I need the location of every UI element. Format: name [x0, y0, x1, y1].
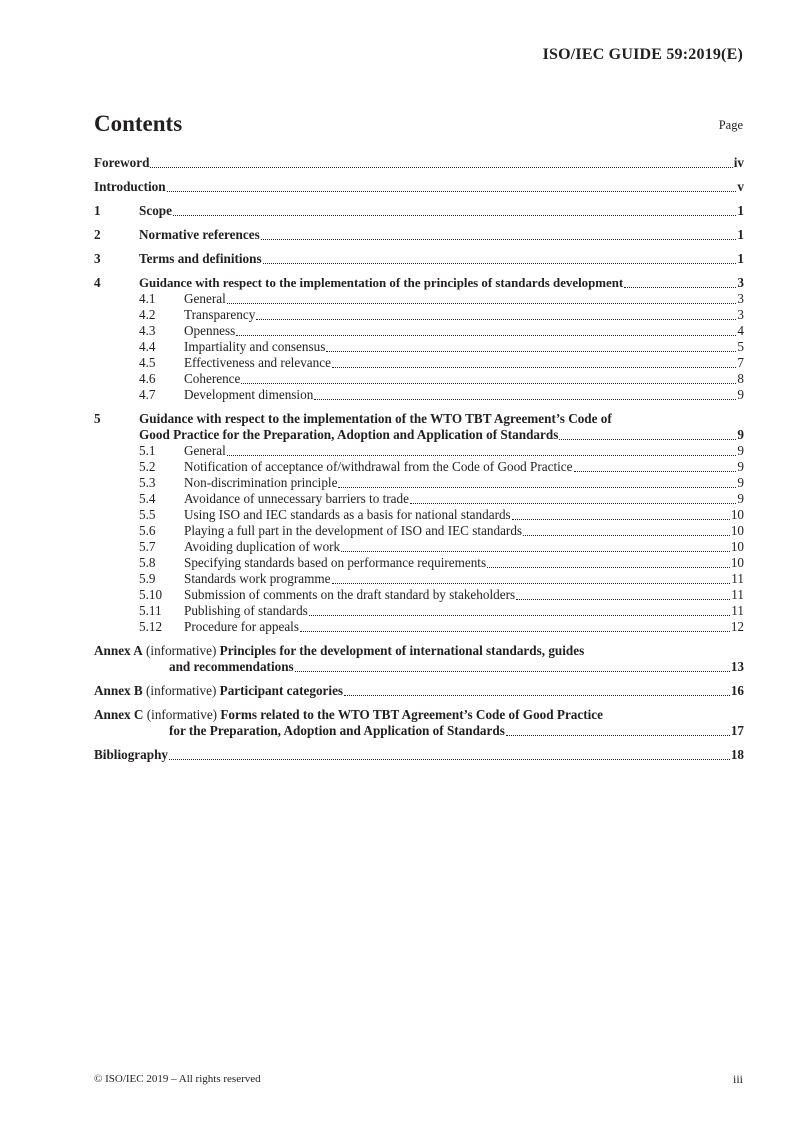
toc-entry-number: 4.7 — [139, 387, 156, 402]
toc-entry-title: Effectiveness and relevance — [184, 355, 331, 370]
toc-entry-title: Development dimension — [184, 387, 314, 402]
dot-leader — [261, 238, 737, 240]
dot-leader — [169, 758, 730, 760]
toc-entry-number: 1 — [94, 203, 101, 218]
dot-leader — [295, 670, 730, 672]
toc-subentry-5-3[interactable] — [94, 475, 744, 491]
dot-leader — [512, 518, 730, 520]
toc-entry-page: 9 — [737, 459, 744, 474]
toc-entry-title: General — [184, 443, 226, 458]
toc-subentry-5-9[interactable] — [94, 571, 744, 587]
toc-subentry-4-6[interactable] — [94, 371, 744, 387]
toc-entry-number: 5.11 — [139, 603, 162, 618]
toc-entry-introduction[interactable] — [94, 179, 744, 195]
toc-entry-title-line-1: Principles for the development of international standards, guides — [219, 643, 585, 658]
toc-entry-page: 1 — [737, 251, 744, 266]
toc-entry-title: Submission of comments on the draft standard by stakeholders — [184, 587, 516, 602]
annex-label: Annex C — [94, 707, 144, 722]
toc-entry-number: 5.10 — [139, 587, 163, 602]
toc-entry-title: Playing a full part in the development of ISO and IEC standards — [184, 523, 523, 538]
toc-entry-page: 5 — [737, 339, 744, 354]
toc-entry-clause-3[interactable] — [94, 251, 744, 267]
toc-entry-page: 9 — [737, 475, 744, 490]
toc-entry-number: 5.12 — [139, 619, 163, 634]
dot-leader — [326, 350, 736, 352]
toc-entry-title: Introduction — [94, 179, 166, 194]
toc-entry-number: 4 — [94, 275, 101, 290]
toc-entry-page: 10 — [730, 507, 744, 522]
toc-entry-title-line-2: and recommendations — [169, 659, 294, 674]
toc-entry-title: Coherence — [184, 371, 241, 386]
toc-subentry-5-6[interactable] — [94, 523, 744, 539]
toc-entry-page: 1 — [737, 203, 744, 218]
dot-leader — [173, 214, 736, 216]
toc-entry-number: 2 — [94, 227, 101, 242]
toc-entry-number: 5.7 — [139, 539, 156, 554]
toc-entry-title: Normative references — [139, 227, 260, 242]
toc-entry-page: 13 — [730, 659, 744, 674]
toc-entry-number: 4.6 — [139, 371, 156, 386]
toc-subentry-5-8[interactable] — [94, 555, 744, 571]
toc-entry-title-line-1: Guidance with respect to the implementation of the WTO TBT Agreement’s Code of — [139, 411, 612, 426]
toc-entry-number: 5.9 — [139, 571, 156, 586]
toc-entry-number: 5.2 — [139, 459, 156, 474]
dot-leader — [487, 566, 730, 568]
toc-entry-title-line-2: for the Preparation, Adoption and Application of Standards — [169, 723, 505, 738]
toc-entry-title: Impartiality and consensus — [184, 339, 326, 354]
toc-entry-clause-2[interactable] — [94, 227, 744, 243]
toc-subentry-4-3[interactable] — [94, 323, 744, 339]
dot-leader — [559, 438, 736, 440]
toc-entry-number: 4.1 — [139, 291, 156, 306]
toc-entry-page: v — [737, 179, 744, 194]
annex-type: (informative) — [146, 707, 218, 722]
table-of-contents — [94, 155, 744, 763]
annex-type: (informative) — [146, 683, 217, 698]
toc-entry-annex-c[interactable] — [94, 707, 744, 739]
dot-leader — [227, 302, 737, 304]
toc-entry-annex-a[interactable] — [94, 643, 744, 675]
toc-entry-title: Transparency — [184, 307, 256, 322]
dot-leader — [236, 334, 736, 336]
toc-subentry-5-10[interactable] — [94, 587, 744, 603]
toc-subentry-4-2[interactable] — [94, 307, 744, 323]
toc-entry-clause-1[interactable] — [94, 203, 744, 219]
page-column-label: Page — [718, 118, 743, 132]
dot-leader — [523, 534, 730, 536]
toc-entry-page: 3 — [737, 275, 744, 290]
dot-leader — [338, 486, 736, 488]
toc-entry-title: General — [184, 291, 226, 306]
toc-entry-title: Participant categories — [219, 683, 344, 698]
toc-entry-title: Non-discrimination principle — [184, 475, 338, 490]
toc-entry-page: 3 — [737, 307, 744, 322]
toc-entry-page: 9 — [737, 443, 744, 458]
toc-entry-page: 11 — [731, 587, 744, 602]
dot-leader — [516, 598, 730, 600]
toc-entry-title: Foreword — [94, 155, 150, 170]
toc-entry-bibliography[interactable] — [94, 747, 744, 763]
toc-entry-number: 5.4 — [139, 491, 156, 506]
toc-entry-number: 5.8 — [139, 555, 156, 570]
dot-leader — [309, 614, 730, 616]
toc-entry-number: 3 — [94, 251, 101, 266]
dot-leader — [300, 630, 730, 632]
toc-subentry-4-5[interactable] — [94, 355, 744, 371]
toc-subentry-4-4[interactable] — [94, 339, 744, 355]
dot-leader — [574, 470, 737, 472]
document-id: ISO/IEC GUIDE 59:2019(E) — [542, 46, 743, 63]
toc-entry-number: 5.3 — [139, 475, 156, 490]
toc-entry-title: Standards work programme — [184, 571, 331, 586]
toc-entry-number: 5.6 — [139, 523, 156, 538]
dot-leader — [227, 454, 737, 456]
toc-entry-number: 5.1 — [139, 443, 156, 458]
toc-entry-number: 4.5 — [139, 355, 156, 370]
toc-entry-number: 4.4 — [139, 339, 156, 354]
toc-subentry-4-1[interactable] — [94, 291, 744, 307]
dot-leader — [314, 398, 736, 400]
toc-entry-title: Scope — [139, 203, 172, 218]
dot-leader — [167, 190, 737, 192]
toc-entry-title: Notification of acceptance of/withdrawal from the Code of Good Practice — [184, 459, 573, 474]
toc-entry-title: Publishing of standards — [184, 603, 308, 618]
toc-subentry-5-1[interactable] — [94, 443, 744, 459]
toc-entry-title: Terms and definitions — [139, 251, 262, 266]
toc-entry-page: 10 — [730, 523, 744, 538]
dot-leader — [332, 582, 731, 584]
dot-leader — [332, 366, 736, 368]
toc-entry-title: Openness — [184, 323, 236, 338]
toc-entry-title: Avoiding duplication of work — [184, 539, 341, 554]
toc-entry-title: Guidance with respect to the implementation of the principles of standards development — [139, 276, 624, 290]
toc-entry-page: 10 — [730, 555, 744, 570]
toc-entry-title: Avoidance of unnecessary barriers to trade — [184, 491, 409, 506]
toc-entry-page: 1 — [737, 227, 744, 242]
toc-entry-number: 5 — [94, 411, 101, 426]
toc-entry-page: iv — [733, 155, 744, 170]
toc-entry-title: Bibliography — [94, 747, 169, 762]
toc-entry-title-line-1: Forms related to the WTO TBT Agreement’s Code of Good Practice — [220, 707, 604, 722]
toc-entry-foreword[interactable] — [94, 155, 744, 171]
dot-leader — [341, 550, 730, 552]
annex-label: Annex B — [94, 683, 143, 698]
dot-leader — [410, 502, 736, 504]
toc-entry-number: 4.3 — [139, 323, 156, 338]
toc-entry-page: 11 — [731, 571, 744, 586]
annex-label: Annex A — [94, 643, 143, 658]
toc-subentry-5-4[interactable] — [94, 491, 744, 507]
toc-entry-title: Procedure for appeals — [184, 619, 299, 634]
toc-entry-page: 11 — [731, 603, 744, 618]
toc-entry-title: Specifying standards based on performance requirements — [184, 555, 487, 570]
toc-entry-page: 4 — [737, 323, 744, 338]
page-title: Contents — [94, 111, 183, 136]
toc-entry-page: 9 — [737, 387, 744, 402]
toc-subentry-5-7[interactable] — [94, 539, 744, 555]
toc-entry-clause-5[interactable] — [94, 411, 744, 443]
dot-leader — [150, 166, 732, 168]
annex-type: (informative) — [146, 643, 217, 658]
dot-leader — [241, 382, 736, 384]
toc-entry-page: 17 — [730, 723, 744, 738]
toc-entry-page: 8 — [737, 371, 744, 386]
toc-entry-title: Using ISO and IEC standards as a basis for national standards — [184, 507, 511, 522]
dot-leader — [263, 262, 737, 264]
toc-entry-page: 12 — [730, 619, 744, 634]
toc-entry-page: 16 — [730, 683, 744, 698]
toc-subentry-5-11[interactable] — [94, 603, 744, 619]
toc-subentry-5-12[interactable] — [94, 619, 744, 635]
toc-entry-title-line-2: Good Practice for the Preparation, Adoption and Application of Standards — [139, 427, 559, 442]
toc-entry-annex-b[interactable] — [94, 683, 744, 699]
toc-entry-page: 3 — [737, 291, 744, 306]
dot-leader — [506, 734, 730, 736]
dot-leader — [256, 318, 736, 320]
toc-entry-number: 5.5 — [139, 507, 156, 522]
toc-entry-clause-4[interactable] — [94, 275, 744, 291]
toc-entry-page: 10 — [730, 539, 744, 554]
toc-entry-page: 9 — [737, 427, 744, 442]
toc-entry-page: 18 — [730, 747, 744, 762]
toc-subentry-4-7[interactable] — [94, 387, 744, 403]
toc-subentry-5-2[interactable] — [94, 459, 744, 475]
toc-entry-page: 7 — [737, 355, 744, 370]
copyright-notice: © ISO/IEC 2019 – All rights reserved — [94, 1073, 261, 1085]
page-number: iii — [732, 1072, 743, 1086]
toc-entry-number: 4.2 — [139, 307, 156, 322]
toc-subentry-5-5[interactable] — [94, 507, 744, 523]
dot-leader — [624, 286, 736, 288]
dot-leader — [344, 694, 730, 696]
toc-entry-page: 9 — [737, 491, 744, 506]
